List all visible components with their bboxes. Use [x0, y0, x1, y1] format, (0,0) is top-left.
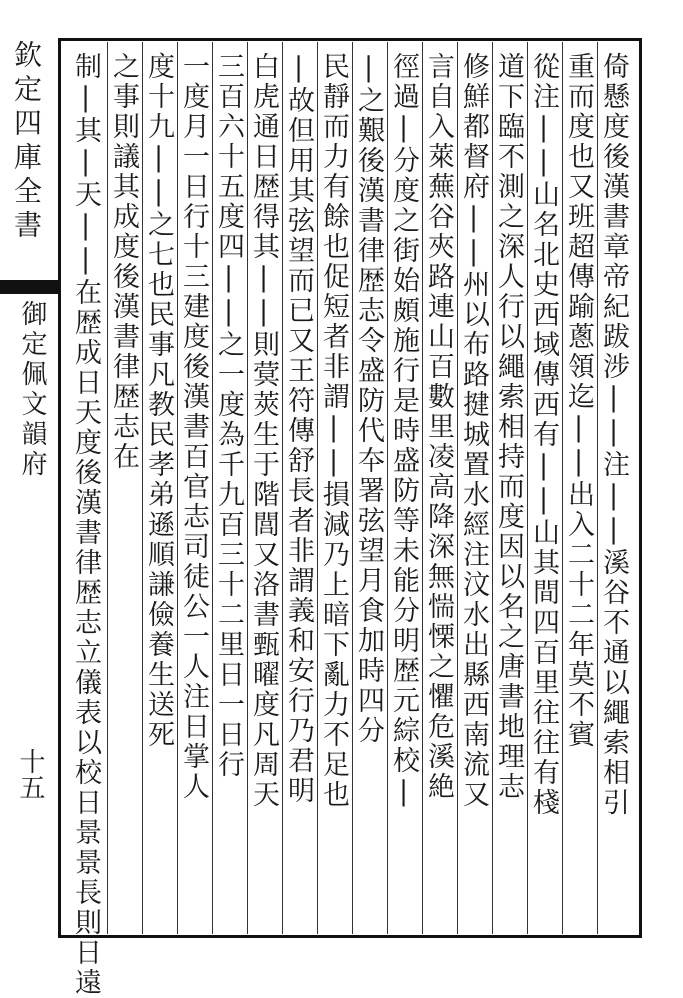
column-rule: [387, 42, 388, 934]
text-column: 言自入萊蕪谷夾路連山百數里凌高降深無惴慄之懼危溪絶: [423, 52, 454, 802]
text-column: 三百六十五度四||之一度為千九百三十二里日一日行: [213, 52, 244, 780]
text-column: 度十九||之七也民事凡教民孝弟遜順謙儉養生送死: [143, 52, 174, 750]
text-column: 白虎通日歴得其||則蓂莢生于階閭又洛書甄曜度凡周天: [248, 52, 279, 810]
margin-sub-title: 御定佩文韻府: [17, 300, 47, 480]
column-rule: [597, 42, 598, 934]
page-number: 十五: [15, 748, 45, 800]
text-column: 道下臨不測之深人行以繩索相持而度因以名之唐書地理志: [493, 52, 524, 802]
text-column: 從注||山名北史西域傳西有||山其間四百里往往有棧: [528, 52, 559, 818]
column-rule: [142, 42, 143, 934]
column-rule: [107, 42, 108, 934]
margin-book-title: 欽定四庫全書: [10, 40, 43, 244]
text-column: 倚懸度後漢書章帝紀跋涉||注||溪谷不通以繩索相引: [598, 52, 629, 818]
column-rule: [457, 42, 458, 934]
column-rule: [317, 42, 318, 934]
text-column: 徑過|分度之街始頗施行是時盛防等未能分明歴元綜校|: [388, 52, 419, 810]
column-rule: [282, 42, 283, 934]
text-column: |故但用其弦望而已又王符傳舒長者非謂義和安行乃君明: [283, 52, 314, 806]
text-column: 一度月一日行十三建度後漢書百官志司徒公一人注日掌人: [178, 52, 209, 802]
fish-tail-mark: [0, 280, 58, 294]
text-column: 民靜而力有餘也促短者非謂||損減乃上暗下亂力不足也: [318, 52, 349, 810]
text-column: 重而度也又班超傳踰蔥領迄||出入二十二年莫不賓: [563, 52, 594, 750]
column-rule: [247, 42, 248, 934]
column-rule: [212, 42, 213, 934]
text-column: 修鮮都督府||州以布路揵城置水經注汶水出縣西南流又: [458, 52, 489, 810]
text-column: 之事則議其成度後漢書律歴志在: [108, 52, 139, 472]
column-rule: [527, 42, 528, 934]
column-rule: [562, 42, 563, 934]
column-rule: [177, 42, 178, 934]
text-column: |之艱後漢書律歴志令盛防代夲署弦望月食加時四分: [353, 52, 384, 746]
column-rule: [352, 42, 353, 934]
text-column: 制|其|天||在歴成日天度後漢書律歴志立儀表以校日景景長則日遠: [70, 52, 101, 998]
column-rule: [492, 42, 493, 934]
column-rule: [422, 42, 423, 934]
